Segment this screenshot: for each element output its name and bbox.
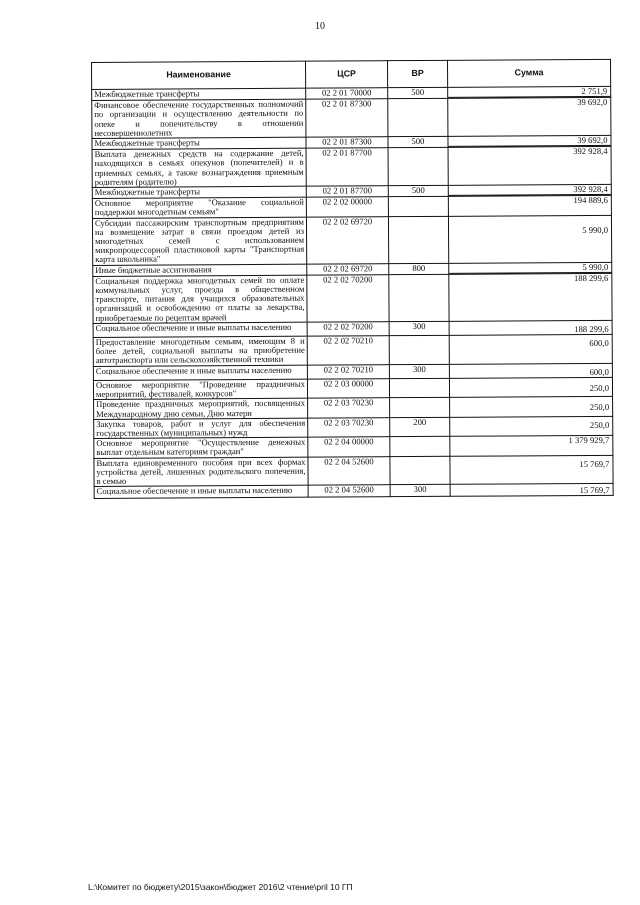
- row-sum-value: 250,0: [589, 419, 610, 430]
- row-sum: [449, 334, 612, 364]
- row-sum: [448, 215, 611, 263]
- row-name: Иные бюджетные ассигнования: [93, 264, 307, 277]
- row-sum-value: 600,0: [589, 366, 609, 377]
- row-sum: [448, 98, 611, 137]
- row-vr: [389, 335, 449, 364]
- row-csr: 02 2 03 00000: [307, 379, 389, 399]
- row-vr: [388, 197, 448, 217]
- row-name: Основное мероприятие "Осуществление денежных выплат отдельным категориям граждан": [94, 437, 308, 458]
- row-sum: [450, 455, 613, 485]
- row-csr: 02 2 02 70210: [307, 364, 389, 379]
- row-sum: [450, 483, 613, 496]
- row-vr: [388, 99, 448, 137]
- table-row: [94, 483, 613, 498]
- row-name: Основное мероприятие "Проведение праздничных мероприятий, фестивалей, конкурсов": [93, 379, 307, 400]
- row-sum: [449, 273, 612, 321]
- row-sum-value: 39 692,0: [448, 136, 610, 147]
- row-sum-value: 600,0: [589, 337, 609, 349]
- row-csr: 02 2 02 69720: [307, 263, 389, 275]
- table-row: [92, 215, 611, 265]
- row-vr: [390, 436, 450, 456]
- row-csr: 02 2 02 70200: [307, 322, 389, 337]
- row-sum: [449, 377, 612, 397]
- row-vr: [390, 398, 450, 418]
- page-number: 10: [315, 21, 325, 32]
- row-csr: 02 2 04 00000: [308, 437, 390, 457]
- row-sum-value: 5 990,0: [582, 224, 609, 235]
- row-vr: [388, 148, 448, 186]
- row-sum-value: 250,0: [589, 382, 610, 393]
- row-name: Проведение праздничных мероприятий, посвященных Международному дню семьи, Дню матери: [94, 398, 308, 419]
- row-sum-value: 188 299,6: [574, 323, 609, 334]
- row-csr: 02 2 02 69720: [306, 216, 388, 264]
- row-name: Закупка товаров, работ и услуг для обеспечения государственных (муниципальных) нужд: [94, 418, 308, 439]
- row-sum-value: 5 990,0: [449, 262, 611, 273]
- row-name: Межбюджетные трансферты: [92, 137, 306, 150]
- row-sum-value: 39 692,0: [577, 97, 608, 108]
- table-row: [92, 98, 611, 139]
- row-sum: [448, 196, 611, 216]
- row-name: Основное мероприятие "Оказание социальной поддержки многодетным семьям": [92, 197, 306, 218]
- row-name: Социальное обеспечение и иные выплаты населению: [93, 322, 307, 338]
- row-vr: 200: [390, 417, 450, 437]
- row-csr: 02 2 03 70230: [308, 398, 390, 418]
- row-name: Межбюджетные трансферты: [92, 88, 306, 101]
- row-name: Предоставление многодетным семьям, имеющим 8 и более детей, социальной выплаты на приобретение автотранспорта или сельскохозяйственной техники: [93, 336, 307, 366]
- row-sum-value: 2 751,9: [448, 87, 610, 98]
- row-csr: 02 2 01 87700: [306, 148, 388, 186]
- row-sum-value: 188 299,6: [573, 272, 609, 283]
- row-name: Социальное обеспечение и иные выплаты населению: [94, 485, 308, 499]
- row-csr: 02 2 01 70000: [306, 88, 388, 100]
- header-vr: ВР: [387, 60, 447, 87]
- row-csr: 02 2 01 87300: [306, 99, 388, 137]
- row-vr: 300: [389, 321, 449, 336]
- row-sum-value: 392 928,4: [449, 185, 611, 196]
- row-vr: 500: [388, 185, 448, 197]
- table-row: [93, 334, 612, 366]
- row-vr: 300: [390, 484, 450, 497]
- row-vr: 300: [389, 364, 449, 379]
- row-csr: 02 2 02 70210: [307, 336, 389, 365]
- row-csr: 02 2 01 87300: [306, 137, 388, 149]
- row-sum: [448, 147, 611, 186]
- row-vr: [388, 216, 448, 263]
- row-name: Субсидии пассажирским транспортным предприятиям на возмещение затрат в связи проездом детей из многодетных семей с использованием микропроцессорной пластиковой карты "Транспортная карта школьника": [92, 217, 306, 265]
- row-sum-value: 250,0: [589, 402, 610, 413]
- row-vr: [390, 456, 450, 485]
- budget-table: [91, 59, 614, 499]
- row-vr: 500: [388, 87, 448, 99]
- row-vr: [389, 274, 449, 321]
- row-sum: [450, 416, 613, 436]
- header-sum: Сумма: [447, 59, 610, 87]
- row-sum-value: 1 379 929,7: [568, 434, 610, 446]
- row-sum-value: 392 928,4: [573, 146, 608, 157]
- row-sum-value: 194 889,6: [573, 195, 608, 206]
- row-sum: [449, 363, 612, 378]
- row-csr: 02 2 02 00000: [306, 197, 388, 217]
- row-csr: 02 2 04 52600: [308, 456, 390, 485]
- row-name: Финансовое обеспечение государственных полномочий по организации и осуществлению деятельности по опеке и попечительству в отношении несовершеннолетних: [92, 99, 306, 138]
- header-csr: ЦСР: [305, 61, 387, 89]
- row-sum: [450, 435, 613, 455]
- table-row: [94, 455, 613, 487]
- row-csr: 02 2 01 87700: [306, 186, 388, 198]
- row-name: Выплата денежных средств на содержание детей, находящихся в семьях опекунов (попечителей) и в приемных семьях, а также вознаграждения приемным родителям (родителю): [92, 148, 306, 187]
- table-row: [93, 273, 612, 323]
- row-vr: 500: [388, 136, 448, 148]
- row-sum: [450, 397, 613, 417]
- row-name: Межбюджетные трансферты: [92, 186, 306, 199]
- row-vr: 800: [389, 263, 449, 275]
- row-csr: 02 2 02 70200: [307, 275, 389, 323]
- table-row: [92, 147, 611, 188]
- row-sum: [449, 320, 612, 335]
- row-vr: [389, 378, 449, 398]
- row-name: Выплата единовременного пособия при всех формах устройства детей, лишенных родительского попечения, в семью: [94, 457, 308, 487]
- row-name: Социальное обеспечение и иные выплаты населению: [93, 365, 307, 381]
- header-name: Наименование: [92, 61, 306, 89]
- row-name: Социальная поддержка многодетных семей по оплате коммунальных услуг, проезда в общественном транспорте, питания для учащихся образовательных организаций и освобождению от платы за лекарства, приобретаемые по рецептам врачей: [93, 275, 307, 323]
- table-header-row: [92, 59, 611, 89]
- row-csr: 02 2 03 70230: [308, 417, 390, 437]
- row-sum-value: 15 769,7: [579, 458, 610, 469]
- footer-file-path: L:\Комитет по бюджету\2015\закон\бюджет 2016\2 чтение\pril 10 ГП: [88, 882, 353, 892]
- row-csr: 02 2 04 52600: [308, 485, 390, 498]
- row-sum-value: 15 769,7: [579, 484, 610, 496]
